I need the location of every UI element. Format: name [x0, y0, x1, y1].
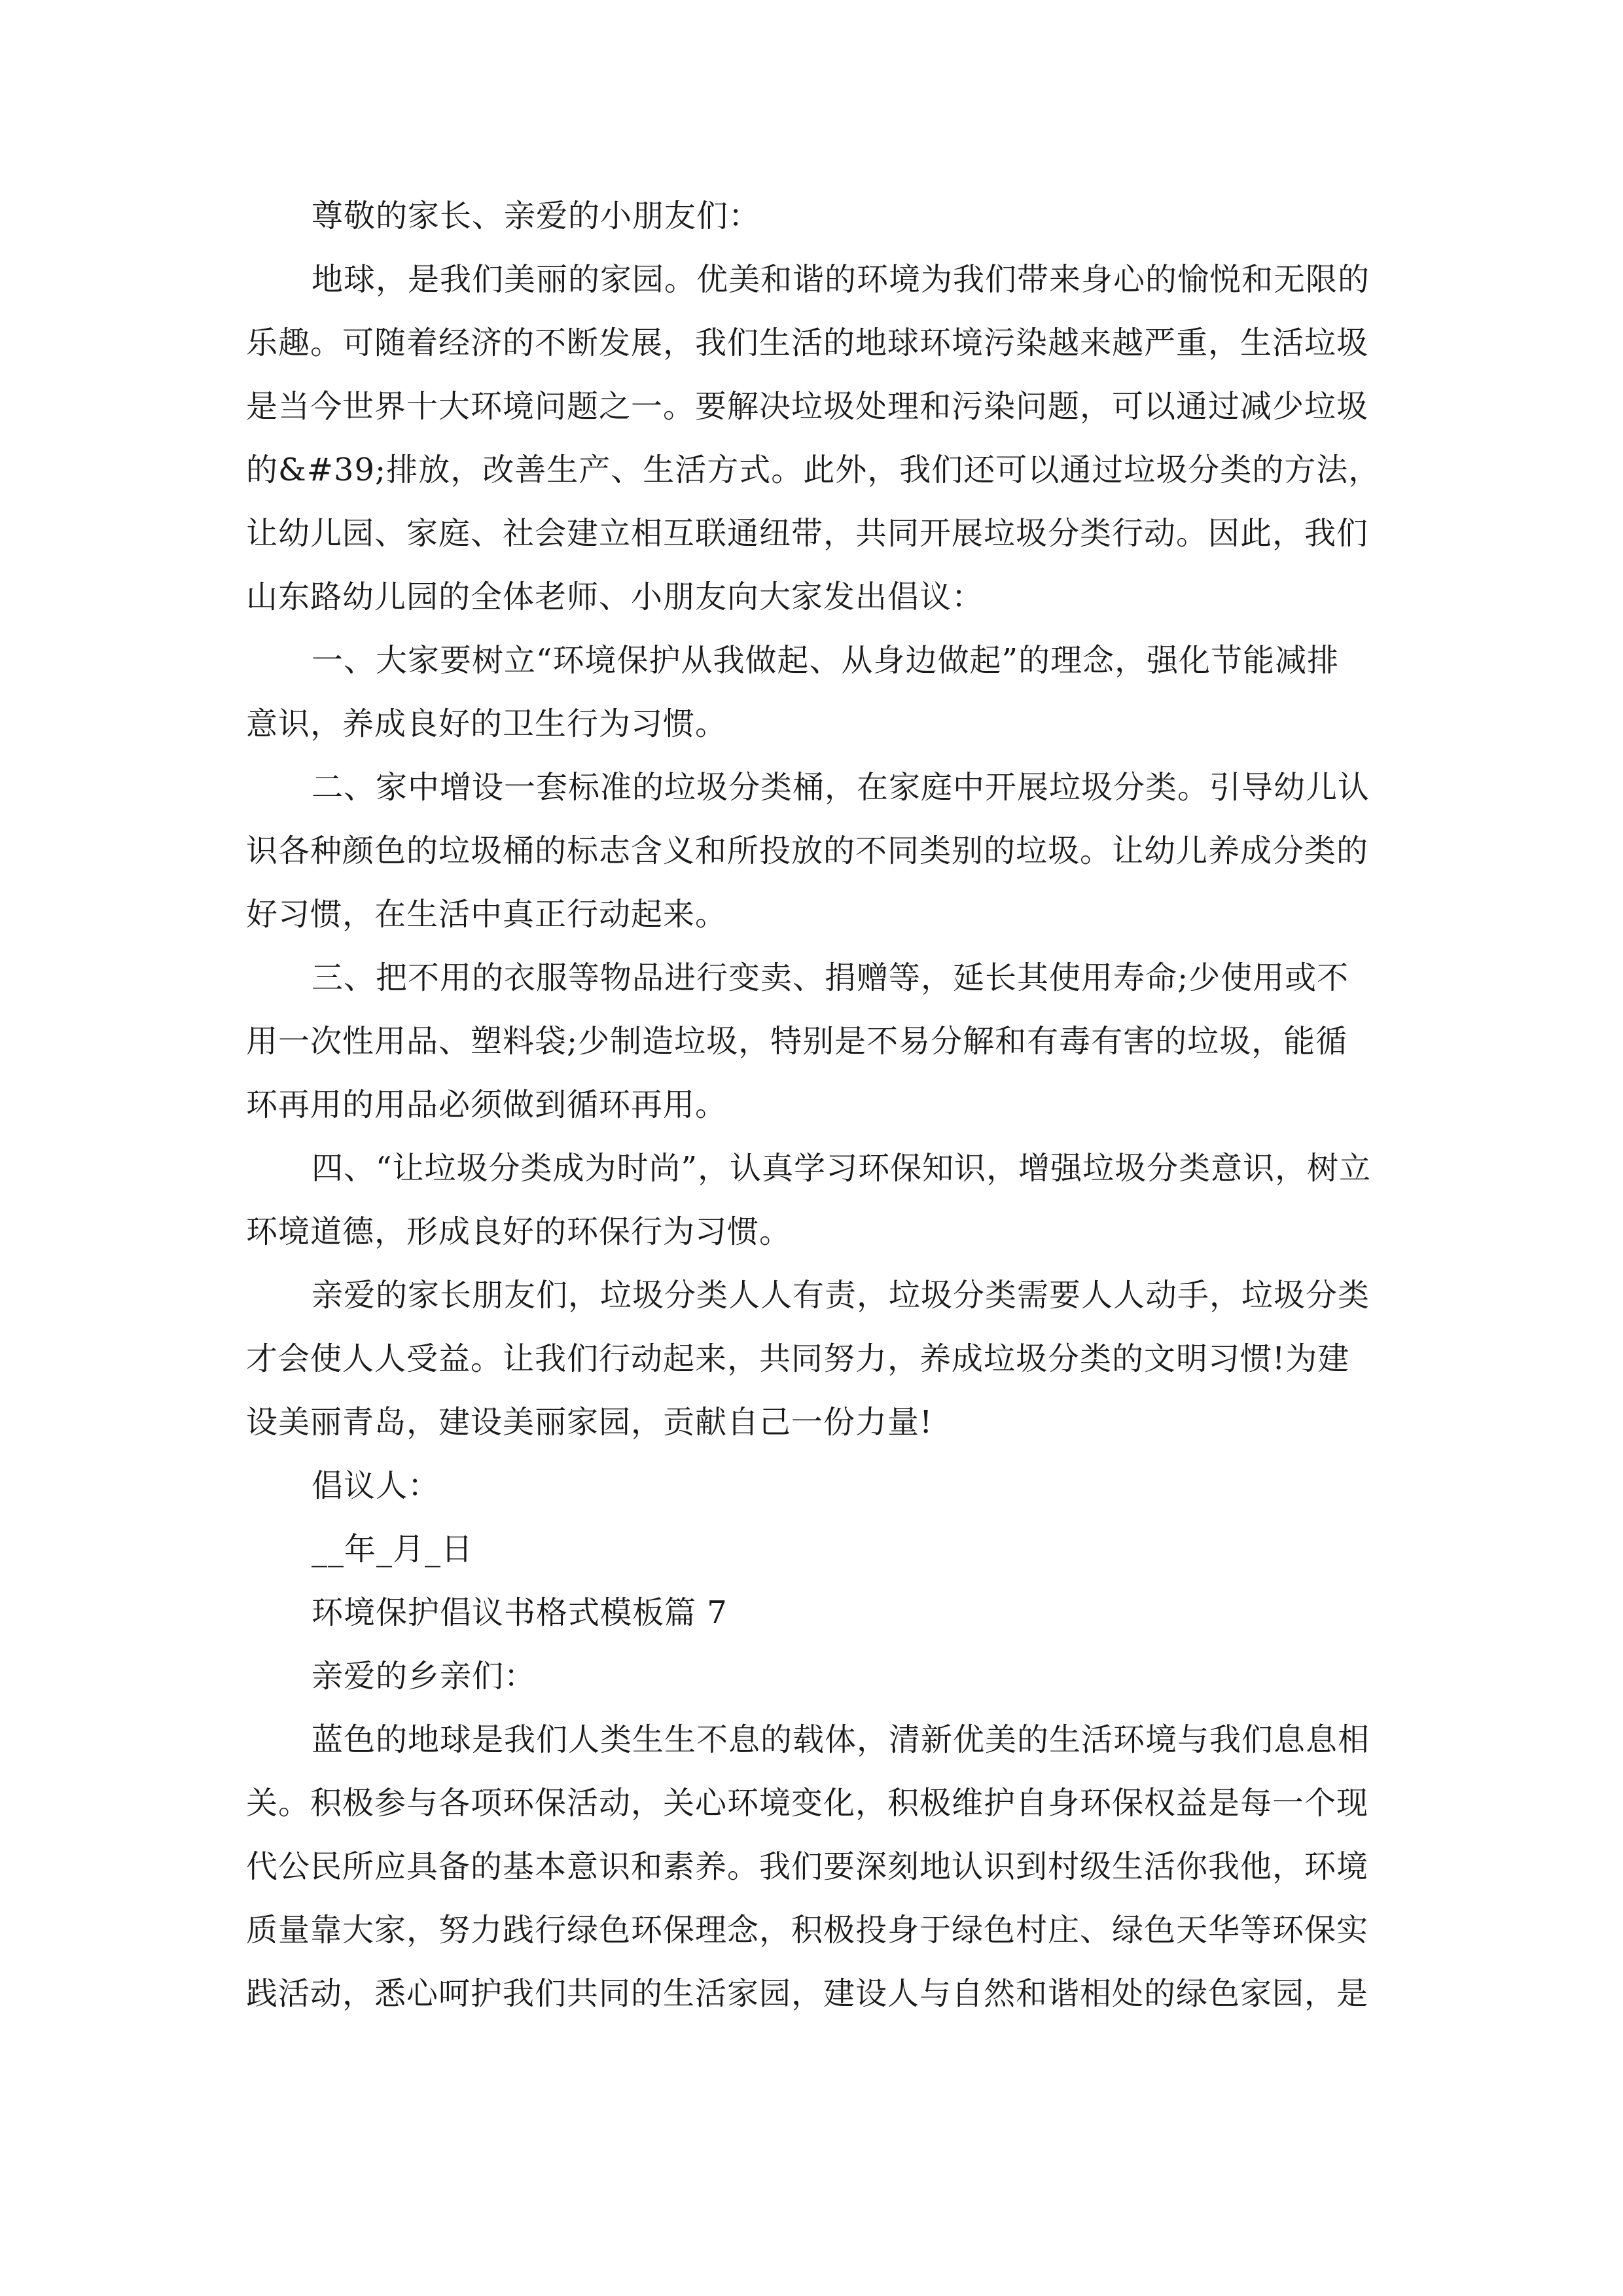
salutation: 尊敬的家长、亲爱的小朋友们： — [312, 198, 761, 234]
paragraph-line: 践活动，悉心呵护我们共同的生活家园，建设人与自然和谐相处的绿色家园，是 — [246, 1975, 1369, 2012]
paragraph-line: 是当今世界十大环境问题之一。要解决垃圾处理和污染问题，可以通过减少垃圾 — [246, 388, 1369, 425]
paragraph-line: 一、大家要树立“环境保护从我做起、从身边做起”的理念，强化节能减排 — [312, 642, 1340, 679]
paragraph-line: 环再用的用品必须做到循环再用。 — [246, 1086, 728, 1123]
paragraph-line: 地球，是我们美丽的家园。优美和谐的环境为我们带来身心的愉悦和无限的 — [312, 261, 1370, 298]
paragraph-line: 才会使人人受益。让我们行动起来，共同努力，养成垃圾分类的文明习惯!为建 — [246, 1340, 1350, 1377]
section-heading: 环境保护倡议书格式模板篇 7 — [312, 1594, 728, 1631]
paragraph-line: 让幼儿园、家庭、社会建立相互联通纽带，共同开展垃圾分类行动。因此，我们 — [246, 515, 1369, 552]
paragraph-line: 识各种颜色的垃圾桶的标志含义和所投放的不同类别的垃圾。让幼儿养成分类的 — [246, 833, 1369, 869]
paragraph-line: 山东路幼儿园的全体老师、小朋友向大家发出倡议： — [246, 579, 984, 615]
salutation: 亲爱的乡亲们： — [312, 1658, 537, 1695]
paragraph-line: 亲爱的家长朋友们，垃圾分类人人有责，垃圾分类需要人人动手，垃圾分类 — [312, 1277, 1370, 1314]
paragraph-line: 用一次性用品、塑料袋;少制造垃圾，特别是不易分解和有毒有害的垃圾，能循 — [246, 1023, 1348, 1060]
paragraph-line: 三、把不用的衣服等物品进行变卖、捐赠等，延长其使用寿命;少使用或不 — [312, 960, 1349, 996]
paragraph-line: 关。积极参与各项环保活动，关心环境变化，积极维护自身环保权益是每一个现 — [246, 1785, 1369, 1821]
paragraph-line: 设美丽青岛，建设美丽家园，贡献自己一份力量! — [246, 1404, 933, 1441]
paragraph-line: 的&#39;排放，改善生产、生活方式。此外，我们还可以通过垃圾分类的方法， — [246, 452, 1381, 488]
paragraph-line: 乐趣。可随着经济的不断发展，我们生活的地球环境污染越来越严重，生活垃圾 — [246, 325, 1369, 361]
paragraph-line: 代公民所应具备的基本意识和素养。我们要深刻地认识到村级生活你我他，环境 — [246, 1848, 1369, 1885]
paragraph-line: 环境道德，形成良好的环保行为习惯。 — [246, 1213, 792, 1250]
paragraph-line: 意识，养成良好的卫生行为习惯。 — [246, 706, 728, 742]
signatory-label: 倡议人： — [312, 1467, 440, 1504]
paragraph-line: 蓝色的地球是我们人类生生不息的载体，清新优美的生活环境与我们息息相 — [312, 1721, 1370, 1758]
paragraph-line: 好习惯，在生活中真正行动起来。 — [246, 896, 728, 933]
date-line: __年_月_日 — [312, 1531, 474, 1568]
paragraph-line: 二、家中增设一套标准的垃圾分类桶，在家庭中开展垃圾分类。引导幼儿认 — [312, 769, 1370, 806]
paragraph-line: 四、“让垃圾分类成为时尚”，认真学习环保知识，增强垃圾分类意识，树立 — [312, 1150, 1372, 1187]
paragraph-line: 质量靠大家，努力践行绿色环保理念，积极投身于绿色村庄、绿色天华等环保实 — [246, 1912, 1369, 1948]
